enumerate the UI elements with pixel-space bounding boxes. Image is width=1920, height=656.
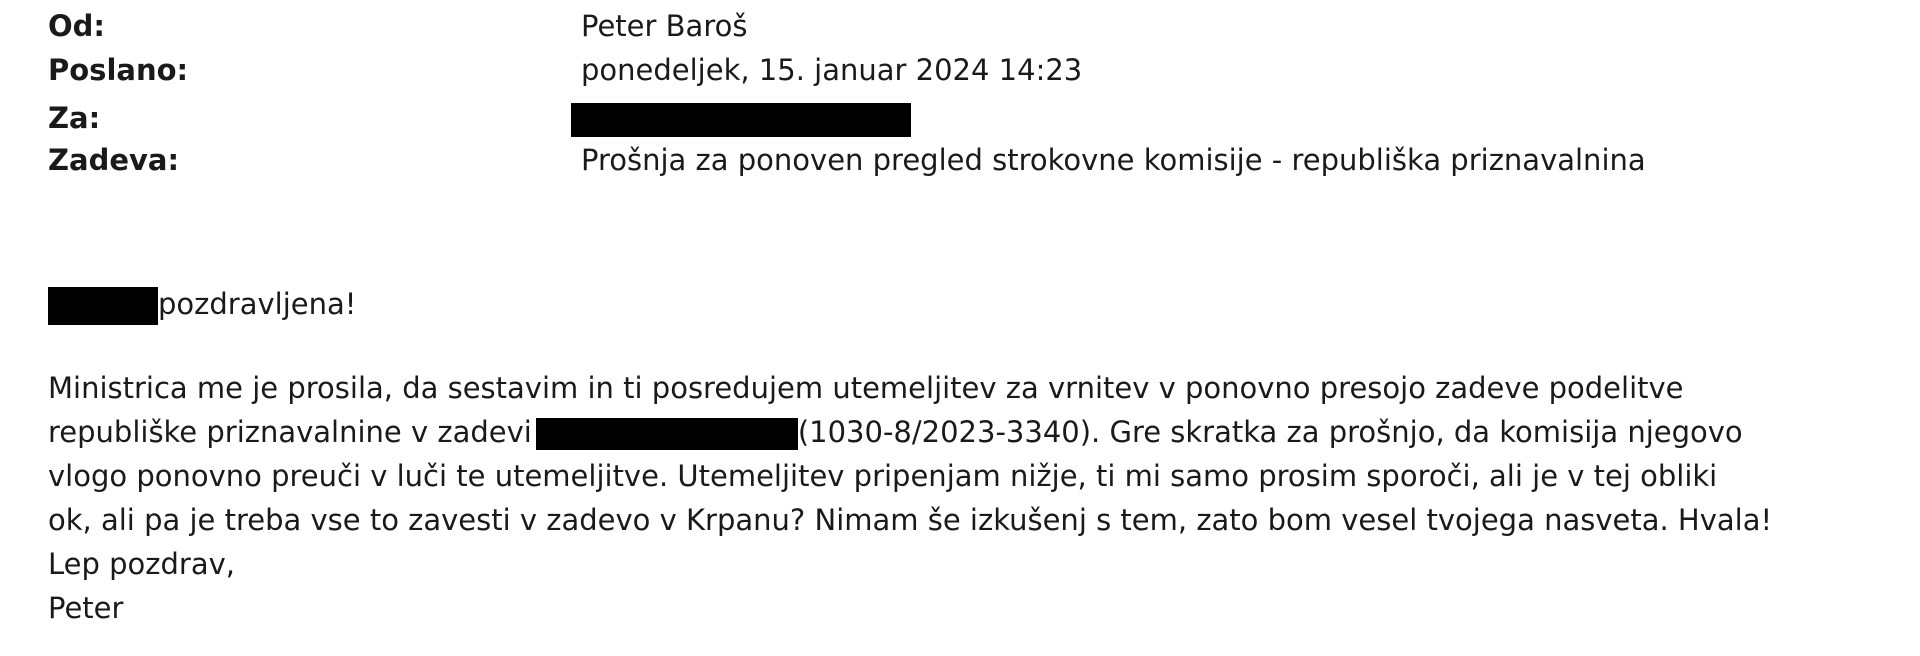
from-value: Peter Baroš (581, 9, 748, 43)
subject-label: Zadeva: (48, 143, 180, 177)
sent-label: Poslano: (48, 53, 189, 87)
greeting-line (48, 282, 356, 326)
body-line-1: Ministrica me je prosila, da sestavim in ti posredujem utemeljitev za vrnitev v ponovno presojo zadeve podelitve (48, 371, 1684, 405)
body-line-2-start: republiške priznavalnine v zadevi (48, 415, 532, 449)
to-value-redacted (581, 96, 911, 140)
body-line-2 (48, 410, 1743, 454)
signature-line: Peter (48, 591, 124, 625)
redaction-box (48, 287, 158, 325)
redaction-box (536, 418, 798, 450)
sent-value: ponedeljek, 15. januar 2024 14:23 (581, 53, 1083, 87)
redaction-box (571, 103, 911, 137)
subject-value: Prošnja za ponoven pregled strokovne komisije - republiška priznavalnina (581, 143, 1646, 177)
from-label: Od: (48, 9, 106, 43)
to-label: Za: (48, 101, 101, 135)
body-line-4: ok, ali pa je treba vse to zavesti v zadevo v Krpanu? Nimam še izkušenj s tem, zato bom vesel tvojega nasveta. Hvala! (48, 503, 1773, 537)
body-line-3: vlogo ponovno preuči v luči te utemeljitve. Utemeljitev pripenjam nižje, ti mi samo prosim sporoči, ali je v tej obliki (48, 459, 1718, 493)
greeting-text: pozdravljena! (158, 287, 357, 321)
closing-line: Lep pozdrav, (48, 547, 235, 581)
body-line-2-end: (1030-8/2023-3340). Gre skratka za prošnjo, da komisija njegovo (797, 415, 1743, 449)
